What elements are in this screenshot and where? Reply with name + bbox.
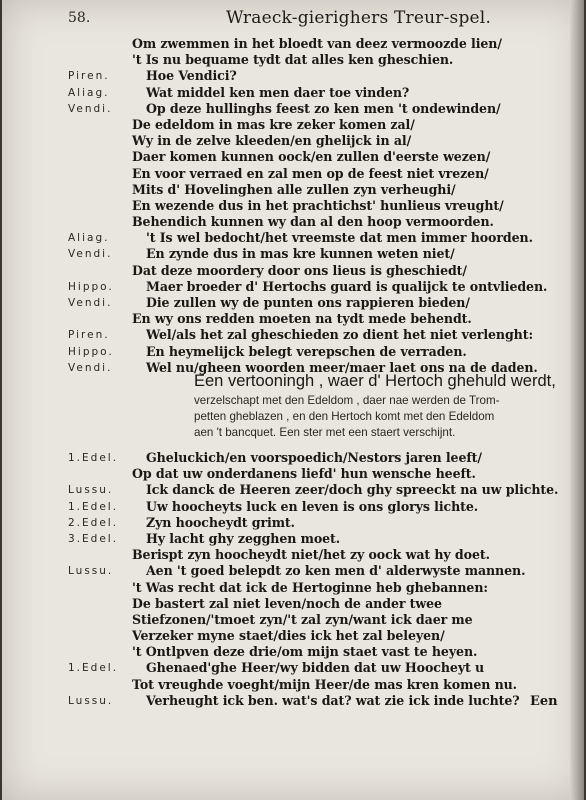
speaker-label: Lussu. bbox=[68, 565, 114, 578]
verse-line bbox=[2, 149, 584, 165]
verse-text: 't Is nu bequame tydt dat alles ken gheschien. bbox=[132, 52, 454, 68]
speaker-label: Piren. bbox=[68, 329, 110, 342]
verse-text: Op deze hullinghs feest zo ken men 't ondewinden/ bbox=[146, 100, 501, 116]
verse-text: Wy in de zelve kleeden/en ghelijck in al/ bbox=[132, 133, 412, 149]
verse-text: 't Was recht dat ick de Hertoginne heb ghebannen: bbox=[132, 579, 488, 595]
verse-line bbox=[2, 628, 584, 644]
verse-line bbox=[2, 133, 584, 149]
verse-line bbox=[2, 101, 584, 117]
speaker-label: Piren. bbox=[68, 70, 110, 83]
verse-line bbox=[2, 515, 584, 531]
verse-line bbox=[2, 596, 584, 612]
verse-line bbox=[2, 246, 584, 262]
verse-text: Hy lacht ghy zegghen moet. bbox=[146, 530, 341, 546]
verse-text: Wel nu/gheen woorden meer/maer laet ons na de daden. bbox=[146, 359, 538, 375]
verse-text: De edeldom in mas kre zeker komen zal/ bbox=[132, 116, 415, 132]
verse-line bbox=[2, 117, 584, 133]
verse-text: Behendich kunnen wy dan al den hoop vermoorden. bbox=[132, 214, 494, 230]
verse-text: Verheught ick ben. wat's dat? wat zie ick inde luchte? bbox=[146, 692, 520, 708]
verse-text: 't Ontlpven deze drie/om mijn staet vast te heyen. bbox=[132, 644, 478, 660]
verse-line bbox=[2, 230, 584, 246]
verse-text: Wel/als het zal gheschieden zo dient het niet verlenght: bbox=[146, 327, 533, 343]
verse-line bbox=[2, 644, 584, 660]
verse-text: Hoe Vendici? bbox=[146, 68, 237, 84]
verse-text: Om zwemmen in het bloedt van deez vermoozde lien/ bbox=[132, 36, 502, 51]
verse-line bbox=[2, 547, 584, 563]
verse-text: Tot vreughde voeght/mijn Heer/de mas kren komen nu. bbox=[132, 676, 517, 692]
verse-line bbox=[2, 677, 584, 693]
speaker-label: Lussu. bbox=[68, 694, 114, 707]
verse-line bbox=[2, 68, 584, 84]
verse-text: En wy ons redden moeten na tydt mede behendt. bbox=[132, 311, 472, 327]
verse-line bbox=[2, 563, 584, 579]
speaker-label: Vendi. bbox=[68, 361, 113, 374]
verse-text: Op dat uw onderdanens liefd' hun wensche heeft. bbox=[132, 466, 476, 482]
verse-text: En heymelijck belegt verepschen de verraden. bbox=[146, 343, 467, 359]
page-number: 58. bbox=[68, 10, 91, 26]
verse-line bbox=[2, 450, 584, 466]
stage-direction-title: Een vertooningh , waer d' Hertoch ghehuld werdt, bbox=[194, 372, 556, 390]
dialogue-bottom bbox=[2, 450, 584, 709]
verse-line bbox=[2, 580, 584, 596]
verse-line bbox=[2, 166, 584, 182]
verse-text: Daer komen kunnen oock/en zullen d'eerste wezen/ bbox=[132, 149, 491, 165]
book-page bbox=[2, 0, 584, 800]
verse-line bbox=[2, 198, 584, 214]
verse-text: En zynde dus in mas kre kunnen weten niet/ bbox=[146, 246, 455, 262]
verse-line bbox=[2, 182, 584, 198]
stage-direction-line: aen 't bancquet. Een ster met een staert verschijnt. bbox=[194, 426, 456, 439]
verse-text: En voor verraed en zal men op de feest niet vrezen/ bbox=[132, 165, 489, 181]
speaker-label: Lussu. bbox=[68, 484, 114, 497]
verse-line bbox=[2, 263, 584, 279]
verse-text: Berispt zyn hoocheydt niet/het zy oock wat hy doet. bbox=[132, 547, 490, 563]
verse-text: En wezende dus in het prachtichst' hunlieus vreught/ bbox=[132, 197, 504, 213]
verse-line bbox=[2, 85, 584, 101]
speaker-label: 1.Edel. bbox=[68, 662, 119, 675]
verse-line bbox=[2, 295, 584, 311]
verse-text: Gheluckich/en voorspoedich/Nestors jaren leeft/ bbox=[146, 450, 482, 465]
stage-direction-line: verzelschapt met den Edeldom , daer nae werden de Trom- bbox=[194, 394, 500, 407]
verse-line bbox=[2, 214, 584, 230]
speaker-label: Aliag. bbox=[68, 232, 110, 245]
verse-text: Stiefzonen/'tmoet zyn/'t zal zyn/want ick daer me bbox=[132, 611, 473, 627]
verse-text: Zyn hoocheydt grimt. bbox=[146, 514, 295, 530]
catchword: Een bbox=[530, 694, 558, 709]
verse-line bbox=[2, 52, 584, 68]
verse-text: Mits d' Hovelinghen alle zullen zyn verheughi/ bbox=[132, 181, 456, 197]
speaker-label: Hippo. bbox=[68, 280, 114, 293]
verse-text: Maer broeder d' Hertochs guard is qualijck te ontvlieden. bbox=[146, 278, 548, 294]
speaker-label: 1.Edel. bbox=[68, 452, 119, 464]
verse-line bbox=[2, 660, 584, 676]
speaker-label: 3.Edel. bbox=[68, 532, 119, 545]
verse-line bbox=[2, 466, 584, 482]
verse-text: Ghenaed'ghe Heer/wy bidden dat uw Hoocheyt u bbox=[146, 660, 485, 676]
verse-text: Aen 't goed belepdt zo ken men d' alderwyste mannen. bbox=[146, 563, 526, 579]
verse-line bbox=[2, 499, 584, 515]
verse-line bbox=[2, 482, 584, 498]
verse-line bbox=[2, 327, 584, 343]
speaker-label: Aliag. bbox=[68, 86, 110, 99]
verse-line bbox=[2, 279, 584, 295]
speaker-label: Vendi. bbox=[68, 297, 113, 309]
stage-direction-line: petten gheblazen , en den Hertoch komt met den Edeldom bbox=[194, 410, 495, 423]
speaker-label: 2.Edel. bbox=[68, 516, 119, 529]
verse-text: Uw hoocheyts luck en leven is ons glorys lichte. bbox=[146, 498, 479, 514]
speaker-label: Hippo. bbox=[68, 345, 114, 358]
verse-line bbox=[2, 36, 584, 52]
verse-line bbox=[2, 344, 584, 360]
page-header bbox=[2, 6, 584, 30]
verse-text: Ick danck de Heeren zeer/doch ghy spreeckt na uw plichte. bbox=[146, 482, 559, 498]
verse-text: Die zullen wy de punten ons rappieren bieden/ bbox=[146, 295, 470, 310]
verse-line bbox=[2, 612, 584, 628]
verse-line bbox=[2, 693, 584, 709]
dialogue-top bbox=[2, 36, 584, 376]
speaker-label: Vendi. bbox=[68, 102, 113, 115]
verse-text: Dat deze moordery door ons lieus is gheschiedt/ bbox=[132, 262, 467, 278]
running-title: Wraeck-gierighers Treur-spel. bbox=[226, 8, 492, 28]
verse-text: Verzeker myne staet/dies ick het zal beleyen/ bbox=[132, 628, 445, 644]
verse-line bbox=[2, 311, 584, 327]
verse-text: De bastert zal niet leven/noch de ander twee bbox=[132, 595, 442, 611]
verse-line bbox=[2, 531, 584, 547]
verse-text: Wat middel ken men daer toe vinden? bbox=[146, 84, 410, 100]
verse-text: 't Is wel bedocht/het vreemste dat men immer hoorden. bbox=[146, 230, 533, 246]
speaker-label: Vendi. bbox=[68, 248, 113, 261]
speaker-label: 1.Edel. bbox=[68, 500, 119, 513]
